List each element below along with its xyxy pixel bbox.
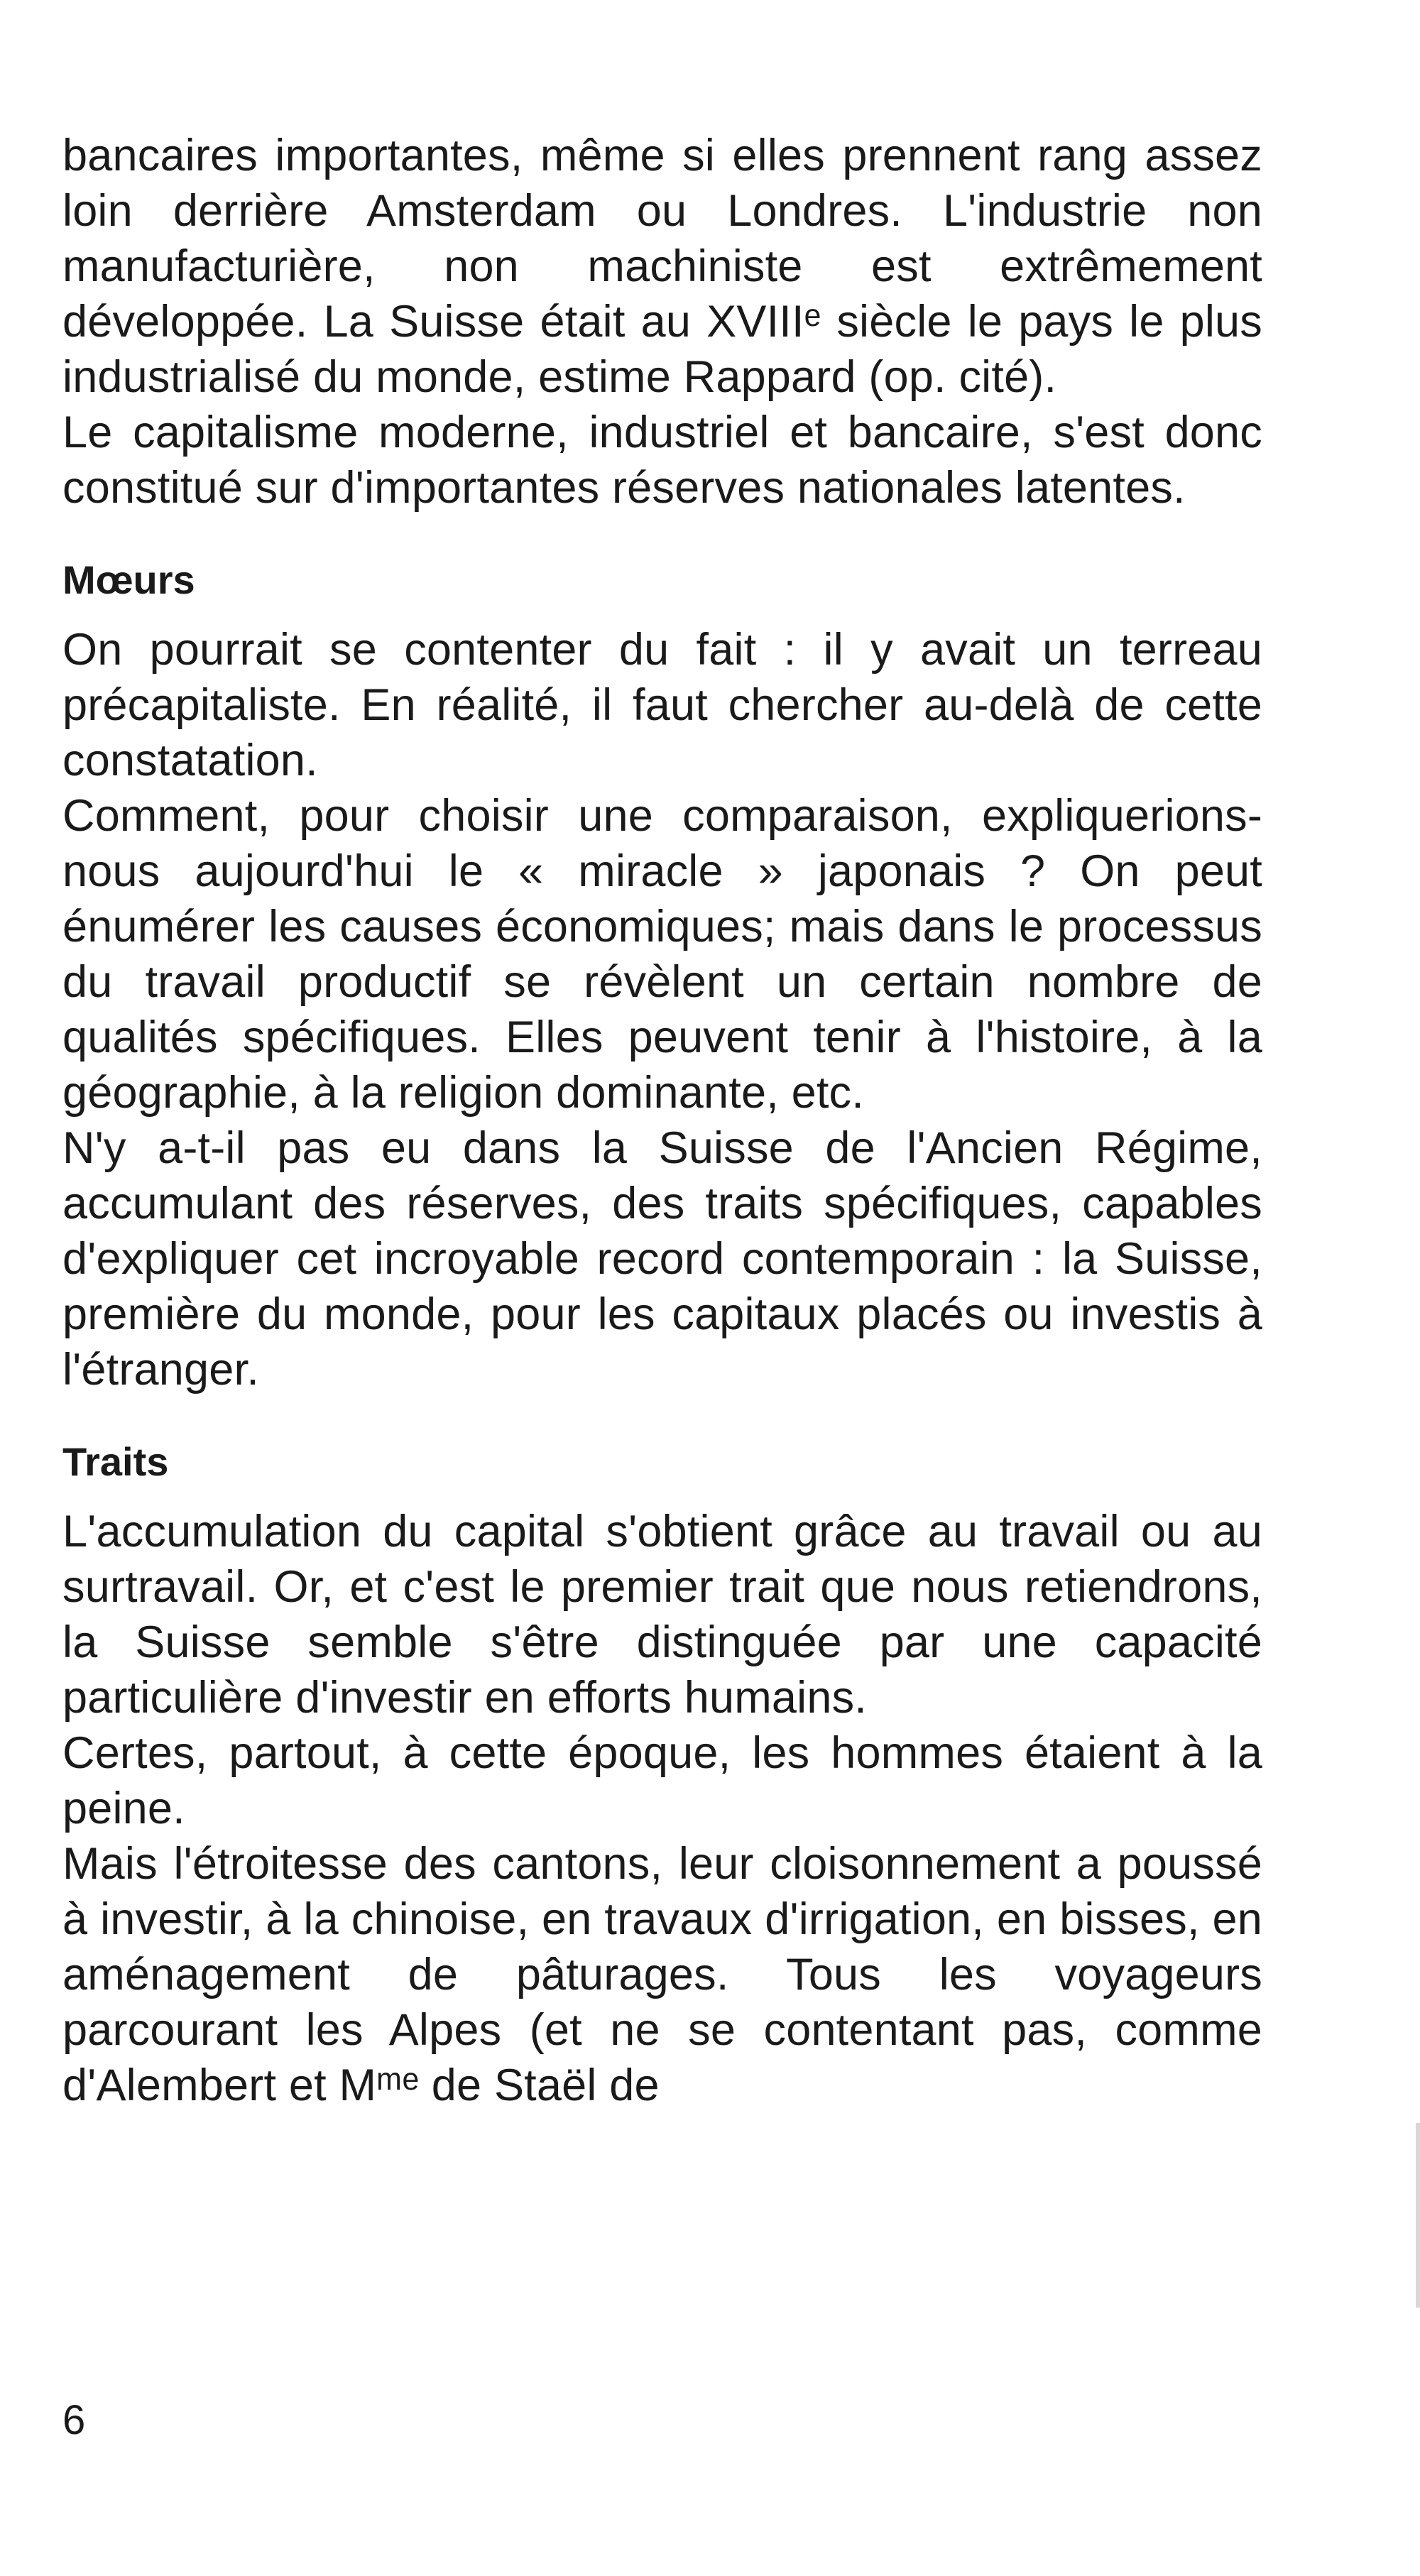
section-body-moeurs <box>62 622 1262 1397</box>
paragraph: Comment, pour choisir une comparaison, expliquerions-nous aujourd'hui le « miracle » japonais ? On peut énumérer les causes économiques; mais dans le processus du travail productif se révèlent un certain nombre de qualités spécifiques. Elles peuvent tenir à l'histoire, à la géographie, à la religion dominante, etc. <box>62 791 1262 1118</box>
page-edge-mark <box>1416 2123 1420 2308</box>
page-number: 6 <box>62 2397 86 2443</box>
paragraph: L'accumulation du capital s'obtient grâce au travail ou au surtravail. Or, et c'est le premier trait que nous retiendrons, la Suisse semble s'être distinguée par une capacité particulière d'investir en efforts humains. <box>62 1507 1262 1723</box>
section-heading-traits: Traits <box>62 1439 169 1484</box>
paragraph: bancaires importantes, même si elles prennent rang assez loin derrière Amsterdam ou Londres. L'industrie non manufacturière, non machiniste est extrêmement développée. La Suisse était au XVIIIᵉ siècle le pays le plus industrialisé du monde, estime Rappard (op. cité). <box>62 131 1262 402</box>
section-heading-moeurs: Mœurs <box>62 557 195 602</box>
paragraph: Mais l'étroitesse des cantons, leur cloisonnement a poussé à investir, à la chinoise, en travaux d'irrigation, en bisses, en aménagement de pâturages. Tous les voyageurs parcourant les Alpes (et ne se contentant pas, comme d'Alembert et Mᵐᵉ de Staël de <box>62 1839 1262 2110</box>
paragraph: Certes, partout, à cette époque, les hommes étaient à la peine. <box>62 1728 1262 1833</box>
text-column <box>62 128 1262 2113</box>
paragraph: Le capitalisme moderne, industriel et bancaire, s'est donc constitué sur d'importantes réserves nationales latentes. <box>62 408 1262 513</box>
paragraph: On pourrait se contenter du fait : il y avait un terreau précapitaliste. En réalité, il faut chercher au-delà de cette constatation. <box>62 625 1262 785</box>
section-body-traits <box>62 1504 1262 2113</box>
paragraph: N'y a-t-il pas eu dans la Suisse de l'Ancien Régime, accumulant des réserves, des traits spécifiques, capables d'expliquer cet incroyable record contemporain : la Suisse, première du monde, pour les capitaux placés ou investis à l'étranger. <box>62 1123 1262 1395</box>
